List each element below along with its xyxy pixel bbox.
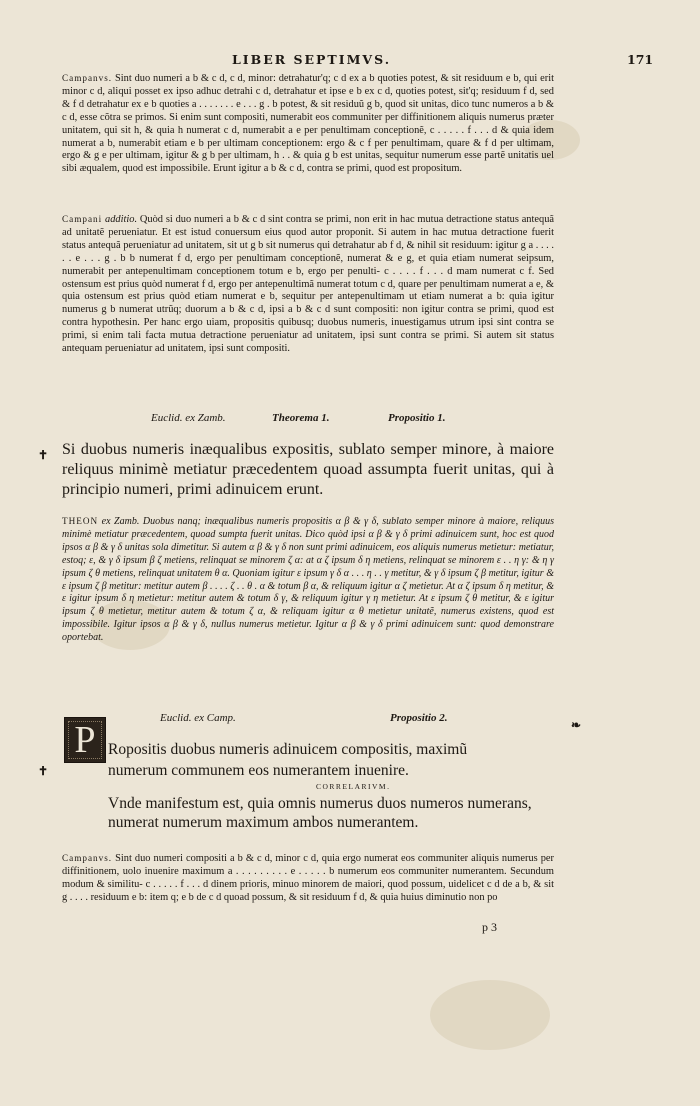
proposition-label: Propositio 2. xyxy=(390,712,448,724)
addition-text: Quòd si duo numeri a b & c d sint contra se primi, non erit in hac mutua detractione status antequã ad unitatẽ perueniatur. Et est istud conuersum eius quod autor proponit. Si autem in hac mutua detractione fuerit status antequã perueniatur ad unitatem, sit ut g b sit numerus qui detrahatur ab f d, & nihil sit residuum: igitur g a . . . . . . e . . . g . b b numerat f d, ergo per penultimam conceptionẽ, numerat & e g, et quia etiam numerat seipsum, numerabit per antepenultimam conceptionem totum e b, ergo per penulti- c . . . . f . . . d mam numerat c f. Sed ostensum est prius quòd numerat f d, ergo per antepenultimã numerat totum c d, quare per penultimam numerat a e, & quia ostensum est prius quòd etiam numerat e b, sequitur per antepenultimam ut etiam numerat a b: quia igitur numerus g b numerat utrũq; duorum a b & c d, ipsi a b & c d sunt compositi: non igitur contra se primi, quod est contra hypothesin. Per hanc ergo uiam, propositis quibusq; duobus numeris, inuestigamus utrum ipsi sint contra se primi, si enim tali facta mutua detractione perueniatur ad unitatem, ipsi sunt contra se primi. Si autem sit status antequam perueniatur ad unitatem, ipsi sunt compositi. xyxy=(62,214,554,355)
commentator-label: THEON xyxy=(62,516,99,526)
campanus-commentary-2 xyxy=(62,852,554,905)
page-number: 171 xyxy=(627,52,654,67)
initial-letter: P xyxy=(74,719,96,761)
commentary-text: Sint duo numeri compositi a b & c d, minor c d, quia ergo numerat eos communiter aliquis numerus per diffinitionem, uolo inuenire maximum a . . . . . . . . . e . . . . . b numerum eos communiter numerantem. Secundum modum & similitu- c . . . . . f . . . d dinem prioris, minuo minorem de maiori, quod possum, uidelicet c d de a b, & sit g . . . . residuum e b: item q; e b de c d quoad possum, & sit residuum f d, & quia huius diminutio non po xyxy=(62,853,554,903)
addition-label: additio. xyxy=(105,214,138,225)
campanus-commentary-1 xyxy=(62,72,554,176)
commentator-label: Campanvs. xyxy=(62,853,113,863)
decorated-initial xyxy=(64,717,106,763)
commentator-label: Campanvs. xyxy=(62,73,113,83)
margin-mark: ✝ xyxy=(38,448,49,462)
initial-ornament xyxy=(68,721,102,759)
proposition-label: Propositio 1. xyxy=(388,412,446,424)
paper-stain xyxy=(430,980,550,1050)
commentary-text: Sint duo numeri a b & c d, c d, minor: detrahatur'q; c d ex a b quoties potest, & sit residuum e b, qui erit minor c d, aliqui posset ex ipso adhuc detrahi c d, detrahatur et ipse e b ex c d, quoties potest, sit'q; residuum f d, sed & f d detrahatur ex e b quoties a . . . . . . . e . . . g . b potest, & sit residuũ g b, quod sit unitas, dico tunc numeros a b & c d, esse cõtra se primos. Si enim sunt compositi, numerabit eos communiter per diffinitionem aliquis numerus præter unitatem, qui sit h, & quia h numerat c d, numerabit a e per penultimam conceptionẽ, c . . . . . f . . . d & quia idem numerat a b, numerabit etiam e b per ultimam conceptionem: ergo & c f per penultimam, quare & f d per ultimam, ergo & g e per ultimam, igitur & g b per ultimam, h . . & quia g b est unitas, sequitur numerum esse partẽ unitatis uel sibi æqualem, quod est impossibile. Erunt igitur a b & c d, contra se primi, quod est propositum. xyxy=(62,73,554,175)
theon-text: Duobus nanq; inæqualibus numeris propositis α β & γ δ, sublato semper minore à maiore, reliquus minimè metiatur præcedentem, quoad sumpta fuerit unitas. Dico quòd ipsi α β & γ δ primi adinuicem sunt, hoc est quod ipsos α β & γ δ unitas sola dimetitur. Si autem α β & γ δ non sunt primi adinuicem, eos aliquis numerus metietur: metiatur, estoq; ε, & γ δ ipsum β ζ metiens, relinquat se minorem ζ α: at α ζ ipsum δ η metiens, relinquat se minorem ε . . η γ: & η γ ipsum ζ θ metiens, relinquat unitatem θ α. Quoniam igitur ε ipsum γ δ α . . . η . . γ metitur, & γ δ ipsum ζ β metitur, igitur & ε ipsum ζ β metitur: metitur autem β . . . . ζ . . θ . α & totum β α, & reliquum igitur α ζ metietur. At α ζ ipsum δ η metitur, & ε igitur ipsum δ η metietur: metitur autem & totum δ γ, & reliquum igitur γ η metietur. At ε ipsum ζ θ metitur, & ε igitur ipsum ζ θ metietur, metitur autem & totum ζ α, & reliquam igitur α θ metietur unitatẽ, numerus existens, quod est impossibile. Igitur ipsos α β & γ δ, nullus numerus metietur. Igitur α β & γ δ primi adinuicem sunt: quod demonstrare oportebat. xyxy=(62,516,555,644)
source-label: Euclid. ex Camp. xyxy=(160,712,236,724)
proposition-2-line-2: numerum communem eos numerantem inuenire. xyxy=(108,762,409,779)
source-label: Euclid. ex Zamb. xyxy=(151,412,226,424)
margin-mark: ✝ xyxy=(38,764,49,778)
signature-mark: p 3 xyxy=(482,920,497,934)
source-note: ex Zamb. xyxy=(101,516,140,527)
proposition-2-line-1: Ropositis duobus numeris adinuicem compositis, maximũ xyxy=(108,741,468,758)
margin-mark: ❧ xyxy=(571,718,582,732)
running-header xyxy=(0,52,700,70)
corollary-text: Vnde manifestum est, quia omnis numerus duos numeros numerans, numerat numerum maximum ambos numerantem. xyxy=(108,795,532,831)
campani-addition xyxy=(62,213,554,356)
proposition-1-text: Si duobus numeris inæqualibus expositis, sublato semper minore, à maiore reliquus minimè metiatur præcedentem quoad assumpta fuerit unitas, qui à principio numeri, primi adinuicem erunt. xyxy=(62,441,554,499)
theorem-label: Theorema 1. xyxy=(272,412,330,424)
book-title: LIBER SEPTIMVS. xyxy=(232,52,392,67)
commentator-label: Campani xyxy=(62,214,103,224)
corollary-heading: CORRELARIVM. xyxy=(316,782,391,791)
theon-commentary xyxy=(62,515,554,645)
